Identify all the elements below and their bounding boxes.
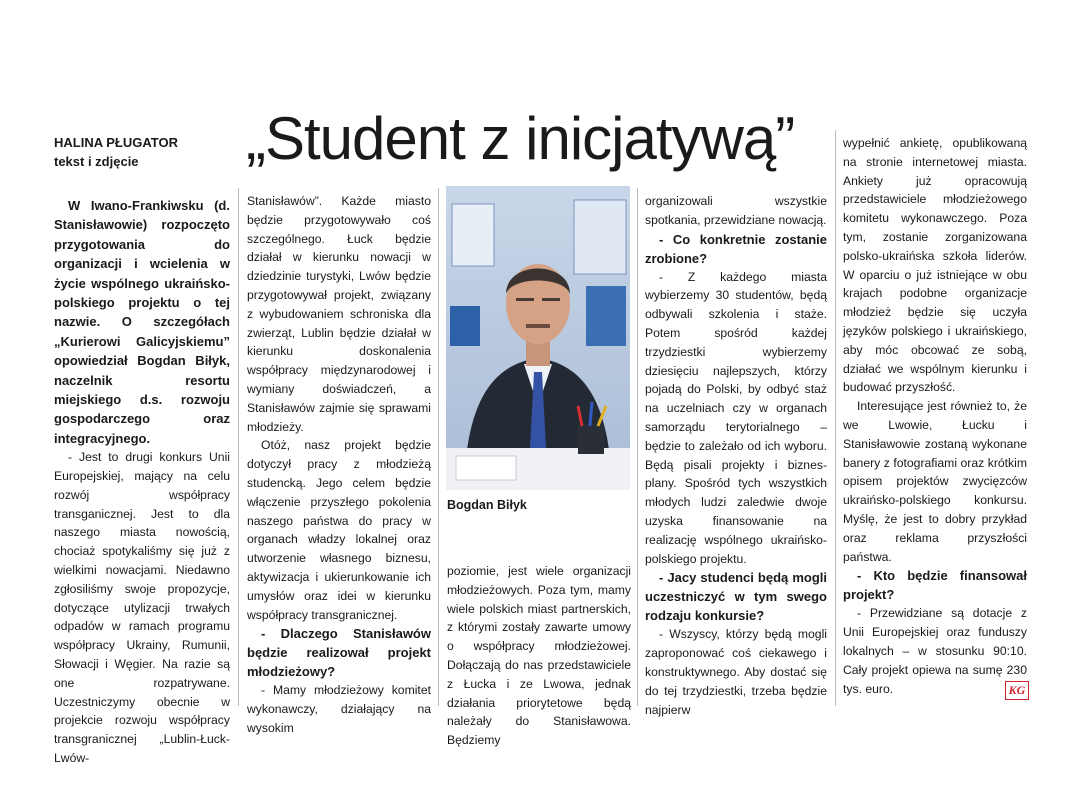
paragraph: - Z każdego miasta wybierzemy 30 studentów, będą odbywali szkolenia i staże. Potem spośród każdej trzydziestki wybierzemy dziesięciu najlepszych, którzy pojadą do Polski, by odbyć staż na uczelniach czy w organach samorządu terytorialnego – będzie to zależało od ich wyboru. Będą pisali projekty i biznes-plany. Spośród tych wszystkich młodych ludzi zaledwie dwoje uzyska finansowanie na realizację wspólnego ukraińsko-polskiego projektu. [645,269,827,566]
paragraph: poziomie, jest wiele organizacji młodzieżowych. Poza tym, mamy wiele polskich miast partnerskich, z którymi zostały zawarte umowy o współpracy młodzieżowej. Dołączają do nas przedstawiciele z Łucka i ze Lwowa, jednak działania priorytetowe będą należały do Stanisławowa. Będziemy [447,564,631,748]
paragraph: wypełnić ankietę, opublikowaną na stronie internetowej miasta. Ankiety już opracowują przedstawiciele młodzieżowego komitetu wykonawczego. Poza tym, zostanie zorganizowana polsko-ukraińska szkoła liderów. W oparciu o już istniejące w obu krajach podobne organizacje młodzież będzie się uczyła języków polskiego i ukraińskiego, aby móc obcować ze sobą, działać we wspólnym kierunku i budować przyszłość. [843,136,1027,395]
column-divider [835,130,836,706]
paragraph: - Mamy młodzieżowy komitet wykonawczy, działający na wysokim [247,683,431,735]
column-1 [54,196,230,768]
portrait-photo [446,186,630,490]
interview-question: - Jacy studenci będą mogli uczestniczyć w tym swego rodzaju konkursie? [645,570,827,624]
interview-question: - Kto będzie finansował projekt? [843,568,1027,603]
author-note: tekst i zdjęcie [54,154,139,169]
column-divider [238,188,239,706]
photo-caption: Bogdan Biłyk [447,498,527,512]
headline: „Student z inicjatywą” [246,105,795,172]
column-4 [645,192,827,719]
column-3 [447,562,631,750]
interview-question: - Dlaczego Stanisławów będzie realizował projekt młodzieżowy? [247,626,431,680]
paragraph: organizowali wszystkie spotkania, przewidziane nowacją. [645,194,827,227]
publication-logo: KG [1005,681,1029,700]
byline [54,133,178,171]
paragraph: - Wszyscy, którzy będą mogli zaproponować coś ciekawego i konstruktywnego. Aby dostać się do tej trzydziestki, trzeba będzie najpierw [645,627,827,717]
portrait-image [446,186,630,490]
author-name: HALINA PŁUGATOR [54,135,178,150]
paragraph: - Przewidziane są dotacje z Unii Europejskiej oraz funduszy lokalnych – w stosunku 90:10. Cały projekt opiewa na sumę 230 tys. euro. [843,606,1027,696]
column-2 [247,192,431,738]
paragraph: - Jest to drugi konkurs Unii Europejskiej, mający na celu rozwój współpracy transganicznej. Jest to dla naszego miasta nowością, chociaż spotykaliśmy się już z wielkimi nowacjami. Niedawno zgłosiliśmy swoje propozycje, dotyczące utylizacji trwałych odpadów w ramach programu współpracy Ukrainy, Rumunii, Słowacji i Węgier. Na razie są one rozpatrywane. Uczestniczymy obecnie w projekcie rozwoju współpracy transgranicznej „Lublin-Łuck-Lwów- [54,450,230,766]
interview-question: - Co konkretnie zostanie zrobione? [645,231,827,266]
column-5 [843,134,1027,698]
paragraph: Otóż, nasz projekt będzie dotyczył pracy z młodzieżą studencką. Jego celem będzie włączenie przyszłego pokolenia naszego państwa do pracy w organach władzy lokalnej oraz utworzenie własnego biznesu, aktywizacja i ukierunkowanie ich umysłów oraz idei w kierunku współpracy transgranicznej. [247,438,431,622]
column-divider [438,188,439,706]
column-divider [637,188,638,706]
article-lead: W Iwano-Frankiwsku (d. Stanisławowie) rozpoczęto przygotowania do organizacji i wcielenia w życie wspólnego ukraińsko-polskiego projektu o tej nazwie. O szczegółach „Kurierowi Galicyjskiemu” opowiedział Bogdan Biłyk, naczelnik resortu miejskiego d.s. rozwoju gospodarczego oraz integracyjnego. [54,198,230,446]
paragraph: Interesujące jest również to, że we Lwowie, Łucku i Stanisławowie zostaną wykonane banery z fotografiami oraz krótkim opisem projektów zwycięzców ukraińsko-polskiego konkursu. Myślę, że jest to dobry przykład oraz reklama przyszłości państwa. [843,399,1027,564]
paragraph: Stanisławów”. Każde miasto będzie przygotowywało coś szczególnego. Łuck będzie działał w kierunku nowacji w dziedzinie turystyki, Lwów będzie przygotowywał projekt, związany z wybudowaniem schroniska dla zwierząt, Lublin będzie działał w kierunku doskonalenia współpracy międzynarodowej i wymiany doświadczeń, a Stanisławów zajmie się sprawami młodzieży. [247,194,431,434]
